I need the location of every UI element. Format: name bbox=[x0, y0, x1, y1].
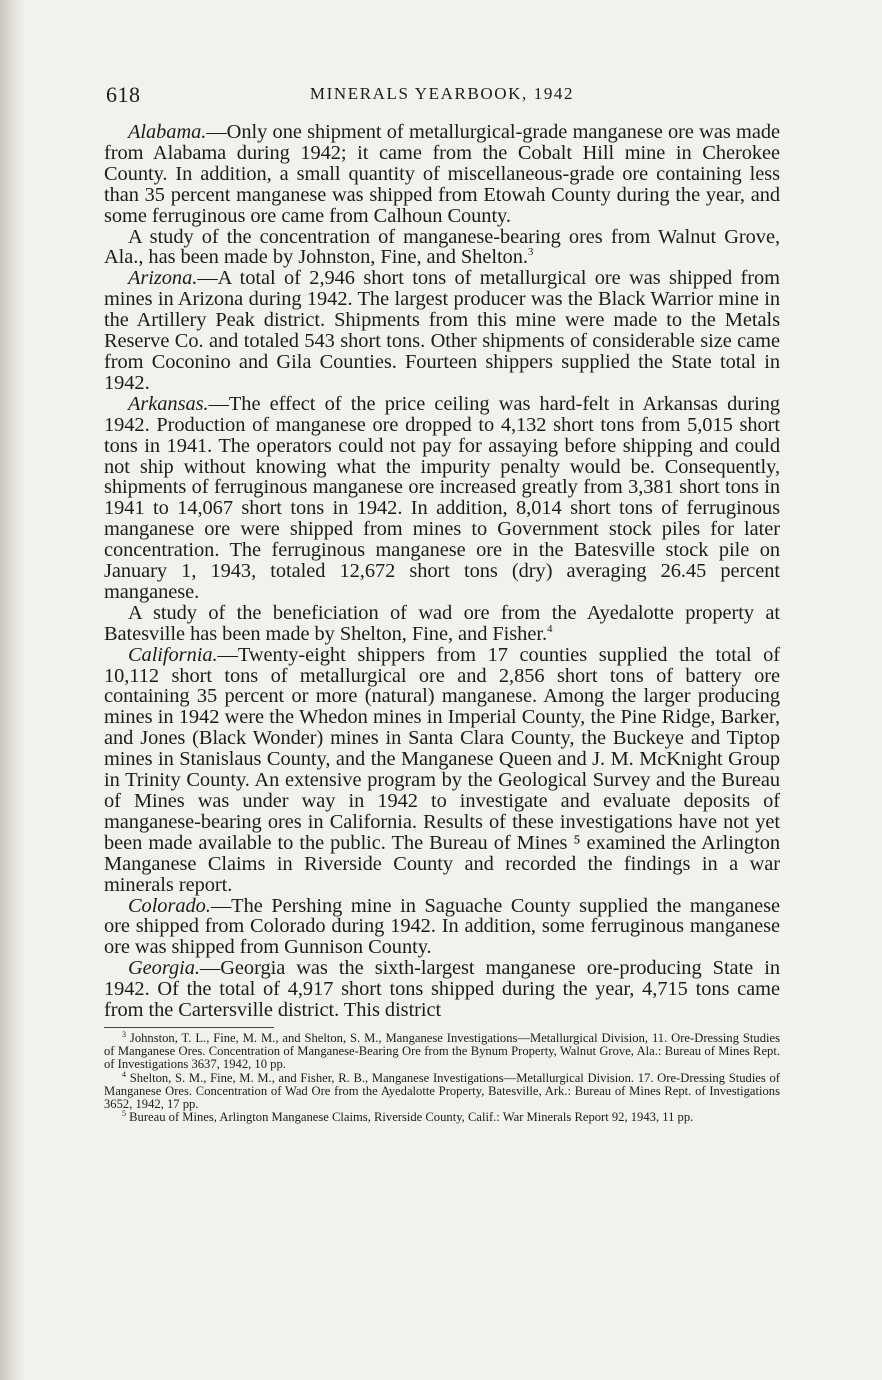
footnote-mark: 5 bbox=[122, 1109, 126, 1118]
footnote-4 bbox=[104, 1069, 780, 1112]
running-head: MINERALS YEARBOOK, 1942 bbox=[309, 84, 575, 103]
state-heading: Alabama. bbox=[128, 121, 207, 143]
paragraph-california bbox=[104, 645, 780, 896]
footnote-5 bbox=[104, 1111, 780, 1124]
footnote-mark: 4 bbox=[122, 1069, 126, 1079]
footnotes bbox=[104, 1029, 780, 1125]
scan-edge-shadow bbox=[0, 0, 24, 1380]
footnote-mark: 3 bbox=[122, 1029, 126, 1039]
paragraph-text: A study of the concentration of manganese-bearing ores from Walnut Grove, Ala., has been made by Johnston, Fine, and Shelton. bbox=[104, 225, 780, 269]
paragraph-arkansas bbox=[104, 394, 780, 603]
paragraph-text: —The effect of the price ceiling was hard-felt in Arkansas during 1942. Production of manganese ore dropped to 4,132 short tons from 5,015 short tons in 1941. The operators could not pay for assaying before shipping and could not ship without knowing what the impurity penalty would be. Consequently, shipments of ferruginous manganese ore increased greatly from 3,381 short tons in 1941 to 14,067 short tons in 1942. In addition, 8,014 short tons of ferruginous manganese ore were shipped from mines to Government stock piles for later concentration. The ferruginous manganese ore in the Batesville stock pile on January 1, 1943, totaled 12,672 short tons (dry) averaging 26.45 percent manganese. bbox=[104, 392, 780, 603]
body-text bbox=[104, 122, 780, 1021]
state-heading: Colorado. bbox=[128, 894, 211, 917]
state-heading: California. bbox=[128, 643, 218, 666]
footnote-3 bbox=[104, 1029, 780, 1072]
footnote-text: Bureau of Mines, Arlington Manganese Claims, Riverside County, Calif.: War Minerals Report 92, 1943, 11 pp. bbox=[129, 1110, 694, 1125]
state-heading: Arkansas. bbox=[128, 392, 209, 415]
footnote-divider bbox=[104, 1027, 274, 1028]
paragraph-text: —Only one shipment of metallurgical-grade manganese ore was made from Alabama during 1942; it came from the Cobalt Hill mine in Cherokee County. In addition, a small quantity of miscellaneous-grade ore containing less than 35 percent manganese was shipped from Etowah County during the year, and some ferruginous ore came from Calhoun County. bbox=[104, 121, 780, 227]
paragraph-arizona bbox=[104, 268, 780, 393]
paragraph-text: —Georgia was the sixth-largest manganese ore-producing State in 1942. Of the total of 4,917 short tons shipped during the year, 4,715 tons came from the Cartersville district. This district bbox=[104, 957, 780, 1022]
page-number: 618 bbox=[106, 82, 141, 107]
paragraph-text: —The Pershing mine in Saguache County supplied the manganese ore shipped from Colorado during 1942. In addition, some ferruginous manganese ore was shipped from Gunnison County. bbox=[104, 894, 780, 959]
paragraph-text: —Twenty-eight shippers from 17 counties supplied the total of 10,112 short tons of metallurgical ore and 2,856 short tons of battery ore containing 35 percent or more (natural) manganese. Among the larger producing mines in 1942 were the Whedon mines in Imperial County, the Pine Ridge, Barker, and Jones (Black Wonder) mines in Santa Clara County, the Buckeye and Tiptop mines in Stanislaus County, and the Manganese Queen and J. M. McKnight Group in Trinity County. An extensive program by the Geological Survey and the Bureau of Mines was under way in 1942 to investigate and evaluate deposits of manganese-bearing ores in California. Results of these investigations have not yet been made available to the public. The Bureau of Mines ⁵ examined the Arlington Manganese Claims in Riverside County and recorded the findings in a war minerals report. bbox=[104, 643, 780, 896]
document-page bbox=[104, 80, 780, 1124]
paragraph-text: A study of the beneficiation of wad ore from the Ayedalotte property at Batesville has been made by Shelton, Fine, and Fisher. bbox=[104, 601, 780, 645]
paragraph-georgia bbox=[104, 958, 780, 1021]
state-heading: Arizona. bbox=[128, 267, 198, 290]
paragraph-ayedalotte-study bbox=[104, 603, 780, 645]
paragraph-text: —A total of 2,946 short tons of metallurgical ore was shipped from mines in Arizona during 1942. The largest producer was the Black Warrior mine in the Artillery Peak district. Shipments from this mine were made to the Metals Reserve Co. and totaled 543 short tons. Other shipments of considerable size came from Coconino and Gila Counties. Fourteen shippers supplied the State total in 1942. bbox=[104, 267, 780, 394]
footnote-ref[interactable]: 3 bbox=[527, 246, 534, 259]
paragraph-walnut-grove-study bbox=[104, 227, 780, 269]
footnote-text: Johnston, T. L., Fine, M. M., and Shelton, S. M., Manganese Investigations—Metallurgical Division, 11. Ore-Dressing Studies of Manganese Ores. Concentration of Manganese-Bearing Ore from the Bynum Property, Walnut Grove, Ala.: Bureau of Mines Rept. of Investigations 3637, 1942, 10 pp. bbox=[104, 1030, 780, 1072]
footnote-text: Shelton, S. M., Fine, M. M., and Fisher, R. B., Manganese Investigations—Metallurgical Division. 17. Ore-Dressing Studies of Manganese Ores. Concentration of Wad Ore from the Ayedalotte Property, Batesville, Ark.: Bureau of Mines Rept. of Investigations 3652, 1942, 17 pp. bbox=[104, 1070, 780, 1111]
page-header bbox=[104, 80, 780, 114]
footnote-ref[interactable]: 4 bbox=[547, 622, 553, 635]
paragraph-colorado bbox=[104, 896, 780, 959]
state-heading: Georgia. bbox=[128, 957, 200, 980]
paragraph-alabama bbox=[104, 122, 780, 227]
